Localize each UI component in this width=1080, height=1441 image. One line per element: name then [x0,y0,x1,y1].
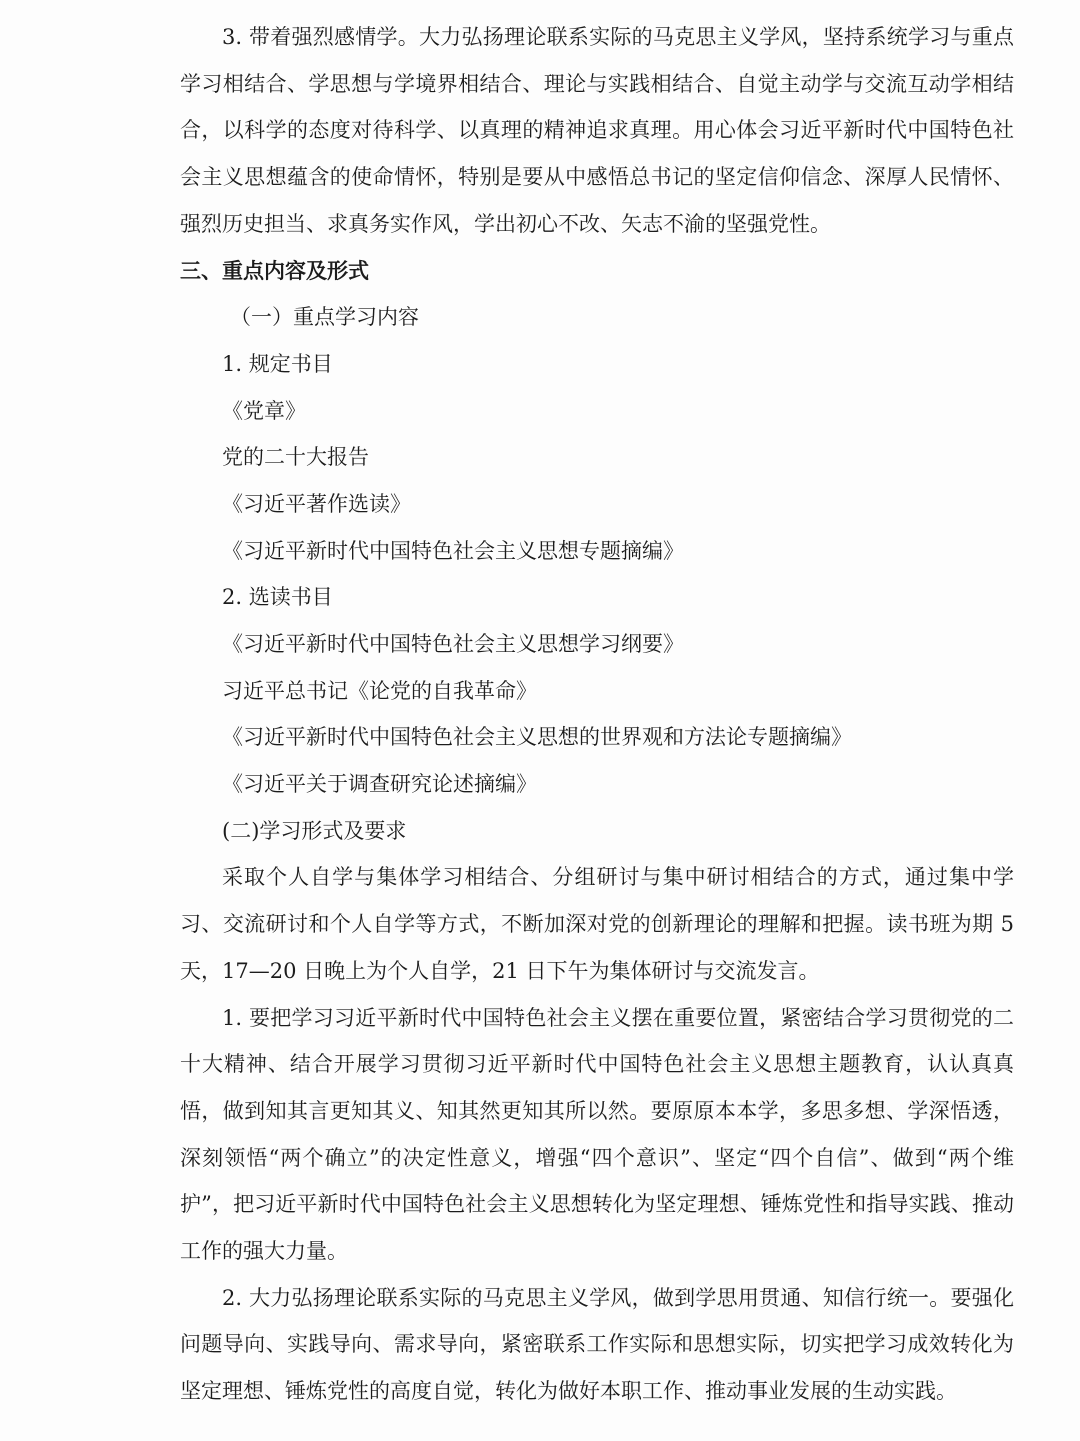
required-book-item: 《习近平新时代中国特色社会主义思想专题摘编》 [222,538,684,563]
optional-books-title: 2. 选读书目 [222,585,333,610]
section-heading-key-content: 三、重点内容及形式 [180,258,369,283]
required-book-item: 党的二十大报告 [222,445,369,470]
paragraph-requirement-2: 2. 大力弘扬理论联系实际的马克思主义学风，做到学思用贯通、知信行统一。要强化问题导向、实践导向、需求导向，紧密联系工作实际和思想实际，切实把学习成效转化为坚定理想、锤炼党性的高度自觉，转化为做好本职工作、推动事业发展的生动实践。 [180,1285,1014,1404]
subheading-study-form: (二)学习形式及要求 [222,818,407,843]
subheading-key-study-content: （一）重点学习内容 [230,305,419,330]
optional-book-item: 《习近平关于调查研究论述摘编》 [222,772,537,797]
required-book-item: 《习近平著作选读》 [222,491,411,516]
optional-book-item: 《习近平新时代中国特色社会主义思想学习纲要》 [222,632,684,657]
optional-book-item: 《习近平新时代中国特色社会主义思想的世界观和方法论专题摘编》 [222,725,852,750]
optional-book-item: 习近平总书记《论党的自我革命》 [222,678,537,703]
required-books-title: 1. 规定书目 [222,351,333,376]
paragraph-study-with-emotion: 3. 带着强烈感情学。大力弘扬理论联系实际的马克思主义学风，坚持系统学习与重点学习相结合、学思想与学境界相结合、理论与实践相结合、自觉主动学与交流互动学相结合，以科学的态度对待科学、以真理的精神追求真理。用心体会习近平新时代中国特色社会主义思想蕴含的使命情怀，特别是要从中感悟总书记的坚定信仰信念、深厚人民情怀、强烈历史担当、求真务实作风，学出初心不改、矢志不渝的坚强党性。 [180,25,1014,236]
required-book-item: 《党章》 [222,398,306,423]
paragraph-study-form: 采取个人自学与集体学习相结合、分组研讨与集中研讨相结合的方式，通过集中学习、交流研讨和个人自学等方式，不断加深对党的创新理论的理解和把握。读书班为期 5 天，17—20 日晚上为个人自学，21 日下午为集体研讨与交流发言。 [180,865,1014,983]
paragraph-requirement-1: 1. 要把学习习近平新时代中国特色社会主义摆在重要位置，紧密结合学习贯彻党的二十大精神、结合开展学习贯彻习近平新时代中国特色社会主义思想主题教育，认认真真悟，做到知其言更知其义、知其然更知其所以然。要原原本本学，多思多想、学深悟透，深刻领悟“两个确立”的决定性意义，增强“四个意识”、坚定“四个自信”、做到“两个维护”，把习近平新时代中国特色社会主义思想转化为坚定理想、锤炼党性和指导实践、推动工作的强大力量。 [180,1005,1014,1264]
